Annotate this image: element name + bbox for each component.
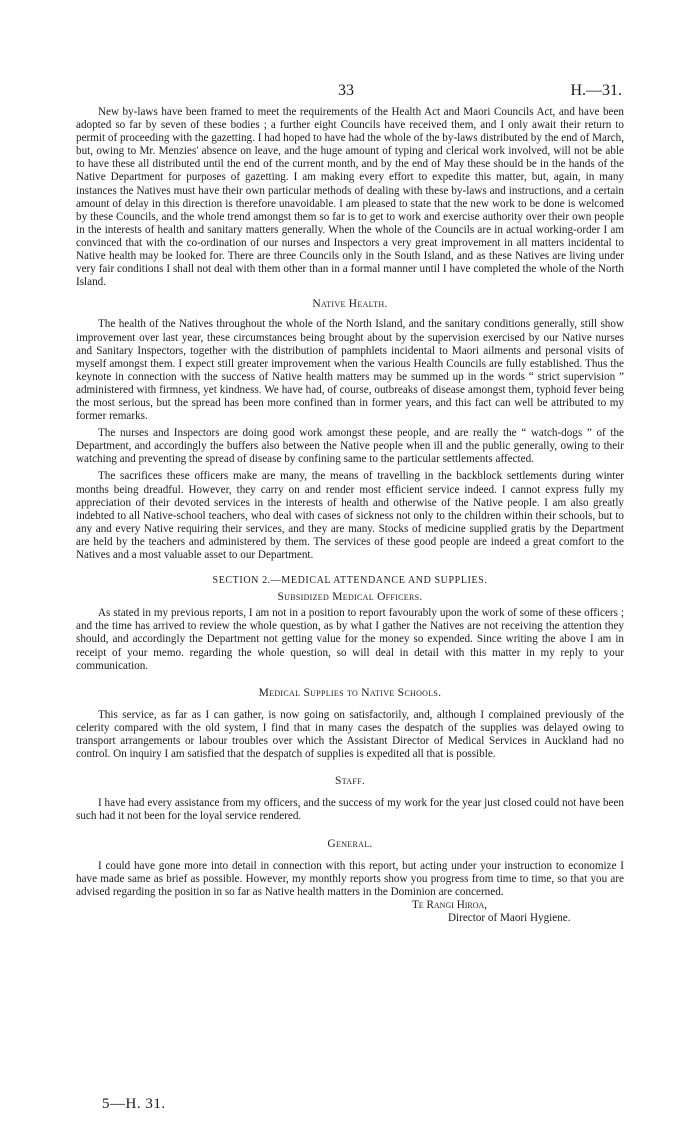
report-body	[76, 106, 624, 929]
signature-title: Director of Maori Hygiene.	[448, 911, 571, 924]
paragraph-by-laws: New by-laws have been framed to meet the requirements of the Health Act and Maori Councils Act, and have been adopted so far by seven of these bodies ; a further eight Councils have received them, and I only await their return to permit of proceeding with the gazetting. I had hoped to have had the whole of the by-laws distributed by the end of March, but, owing to Mr. Menzies' absence on leave, and the huge amount of typing and clerical work involved, will not be able to have these all distributed until the end of the current month, and by the end of May these should be in the hands of the Native Department for purposes of gazetting. I am making every effort to expedite this matter, but, again, in many instances the Natives must have their own particular methods of dealing with these by-laws and instructions, and a certain amount of delay in this direction is therefore unavoidable. I am pleased to state that the new work to be done is welcomed by these Councils, and the whole trend amongst them so far is to get to work and exercise authority over their own people in the interests of health and sanitary matters generally. When the whole of the Councils are in actual working-order I am convinced that with the co-ordination of our nurses and Inspectors a very great improvement in all matters incidental to Native health may be looked for. There are three Councils only in the South Island, and as these Natives are living under very fair conditions I shall not deal with them other than in a formal manner until I have completed the whole of the North Island.	[76, 106, 624, 289]
heading-subsidized-medical-officers: Subsidized Medical Officers.	[277, 591, 423, 604]
signature-name: Te Rangi Hiroa,	[412, 898, 488, 911]
page-number: 33	[338, 82, 354, 99]
paragraph-native-health-1: The health of the Natives throughout the whole of the North Island, and the sanitary conditions generally, still show improvement over last year, these circumstances being brought about by the supervision exercised by our Native nurses and Sanitary Inspectors, together with the distribution of pamphlets incidental to Maori ailments and personal visits of myself amongst them. I expect still greater improvement when the various Health Councils are fully established. Thus the keynote in connection with the success of Native health matters may be summed up in the words “ strict supervision ” administered with firmness, yet kindness. We have had, of course, outbreaks of disease amongst them, typhoid fever being the most serious, but the spread has been more confined than in former years, and this fact can well be attributed to my former remarks.	[76, 318, 624, 423]
paragraph-native-health-3: The sacrifices these officers make are many, the means of travelling in the backblock settlements during winter months being dreadful. However, they carry on and render most efficient service indeed. I cannot express fully my appreciation of their devoted services in the interests of health and otherwise of the Native people. I am also greatly indebted to all Native-school teachers, who deal with cases of sickness not only to the children within their schools, but to any and every Native requiring their services, and they are many. Stocks of medicine supplied gratis by the Department are held by the teachers and administered by them. The services of these good people are indeed a great comfort to the Natives and a most valuable asset to our Department.	[76, 470, 624, 561]
heading-medical-supplies: Medical Supplies to Native Schools.	[258, 686, 442, 699]
paragraph-general: I could have gone more into detail in connection with this report, but acting under your instruction to economize I have made same as brief as possible. However, my monthly reports show you progress from time to time, so that you are advised regarding the position in so far as Native health matters in the Dominion are concerned.	[76, 859, 624, 898]
heading-staff: Staff.	[335, 775, 365, 788]
paragraph-staff: I have had every assistance from my officers, and the success of my work for the year just closed could not have been such had it not been for the loyal service rendered.	[76, 797, 624, 823]
heading-general: General.	[327, 837, 373, 850]
heading-native-health: Native Health.	[312, 298, 388, 311]
document-reference: H.—31.	[570, 82, 622, 99]
paragraph-medical-supplies: This service, as far as I can gather, is now going on satisfactorily, and, although I complained previously of the celerity compared with the old system, I find that in many cases the despatch of the supplies was delayed owing to transport arrangements or labour troubles over which the Assistant Director of Medical Services in Auckland had no control. On inquiry I am satisfied that the despatch of supplies is expedited all that is possible.	[76, 708, 624, 761]
page-header	[0, 82, 700, 102]
paragraph-native-health-2: The nurses and Inspectors are doing good work amongst these people, and are really the “ watch-dogs ” of the Department, and accordingly the buffers also between the Native people when ill and the public generally, owing to their watching and preventing the spread of disease by confining same to the particular settlements affected.	[76, 427, 624, 466]
heading-section-2: SECTION 2.—MEDICAL ATTENDANCE AND SUPPLIES.	[212, 575, 488, 587]
footer-reference: 5—H. 31.	[102, 1096, 166, 1112]
signature-block	[76, 899, 624, 929]
paragraph-subsidized-officers: As stated in my previous reports, I am not in a position to report favourably upon the work of some of these officers ; and the time has arrived to review the whole question, as by what I gather the Natives are not receiving the attention they should, and accordingly the Department not getting value for the money so expended. Since writing the above I am in receipt of your memo. regarding the whole question, so will deal in detail with this matter in my reply to your communication.	[76, 607, 624, 672]
